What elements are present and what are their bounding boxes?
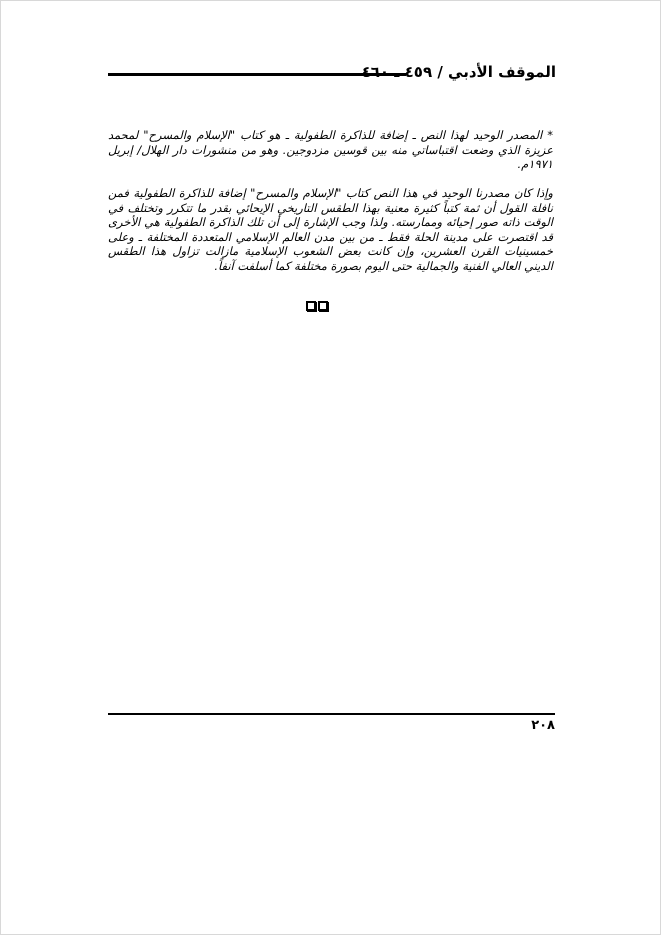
section-end-ornament [306,301,328,311]
footer-rule [108,713,555,715]
square-icon [306,301,316,311]
running-header: الموقف الأدبي / ٤٥٩ ـ ٤٦٠ [361,63,556,81]
body-paragraph: وإذا كان مصدرنا الوحيد في هذا النص كتاب "الإسلام والمسرح" إضافة للذاكرة الطفولية فمن نافلة القول أن ثمة كتباً كثيرة معنية بهذا الطقس التاريخي الإيحائي بقدر ما تتكرر وتختلف في الوقت ذاته صور إحيائه وممارسته. ولذا وجب الإشارة إلى أن تلك الذاكرة الطفولية هي الأخرى قد اقتصرت على مدينة الحلة فقط ـ من بين مدن العالم الإسلامي المتعددة المختلفة ـ وعلى خمسينيات القرن العشرين، وإن كانت بعض الشعوب الإسلامية مازالت تزاول هذا الطقس الديني العالي الفنية والجمالية حتى اليوم بصورة مختلفة كما أسلفت آنفاً. [108,186,553,273]
footnote-text: * المصدر الوحيد لهذا النص ـ إضافة للذاكرة الطفولية ـ هو كتاب "الإسلام والمسرح" لمحمد عزيزة الذي وضعت اقتباساتي منه بين قوسين مزدوجين. وهو من منشورات دار الهلال/ إبريل ١٩٧١م. [108,128,553,172]
header-rule [108,73,406,76]
square-icon [318,301,328,311]
page-number: ٢٠٨ [531,718,555,733]
